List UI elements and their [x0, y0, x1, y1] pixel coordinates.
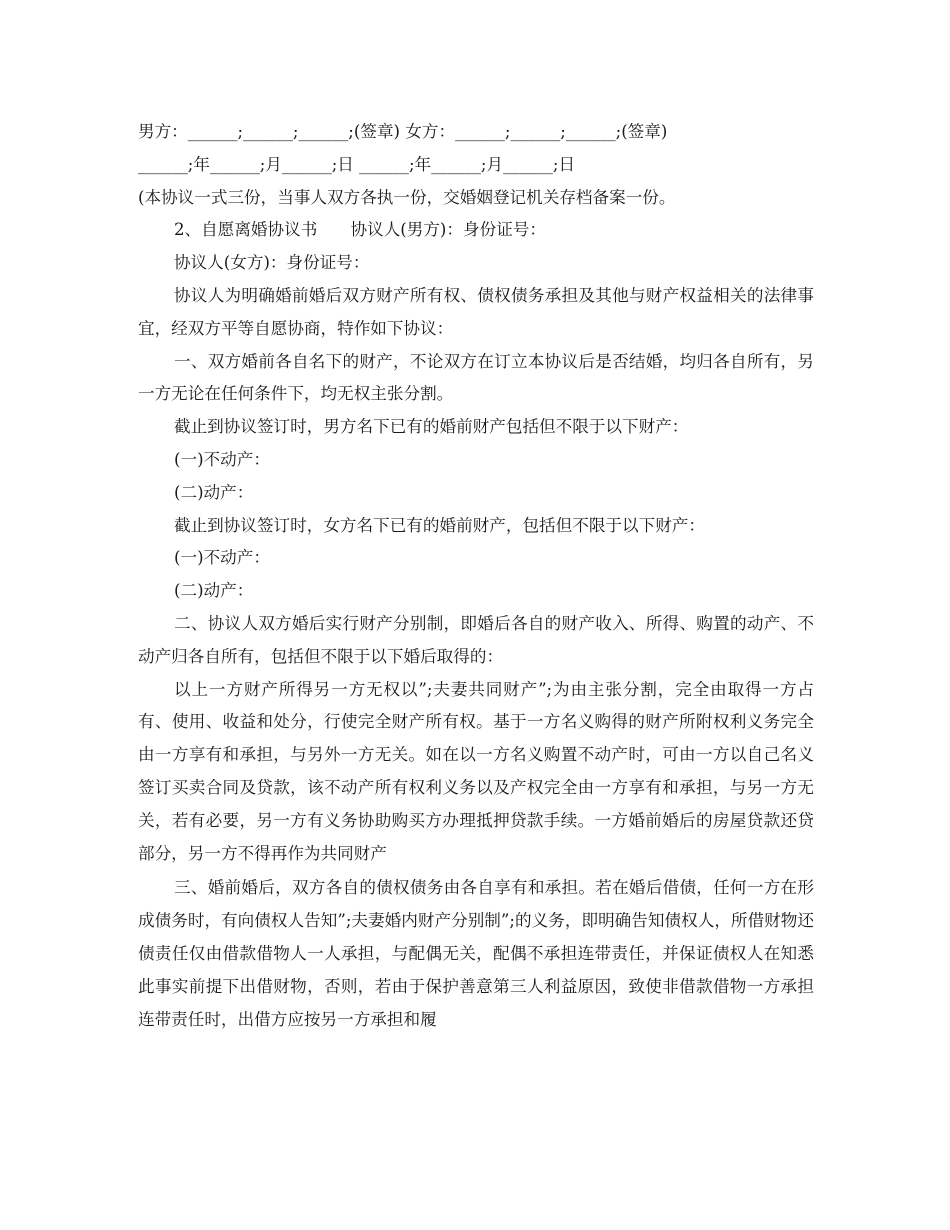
signature-date-line: ______;年______;月______;日 ______;年______;月______;日 — [138, 154, 576, 174]
clause-2-paragraph: 二、协议人双方婚后实行财产分别制，即婚后各自的财产收入、所得、购置的动产、不动产归各自所有，包括但不限于以下婚后取得的： — [138, 613, 814, 666]
signature-line-1: 男方：______;______;______;(签章) 女方：______;______;______;(签章) — [138, 122, 668, 141]
clause-3-paragraph: 三、婚前婚后，双方各自的债权债务由各自享有和承担。若在婚后借债，任何一方在形成债务时，有向债权人告知”;夫妻婚内财产分别制”;的义务，即明确告知债权人，所借财物还债责任仅由借款借物人一人承担，与配偶无关，配偶不承担连带责任，并保证债权人在知悉此事实前提下出借财物，否则，若由于保护善意第三人利益原因，致使非借款借物一方承担连带责任时，出借方应按另一方承担和履 — [138, 878, 814, 1029]
male-real-estate-item: (一)不动产： — [174, 449, 270, 469]
document-body — [138, 116, 814, 1036]
female-property-intro: 截止到协议签订时，女方名下已有的婚前财产，包括但不限于以下财产： — [174, 515, 705, 535]
male-movable-item: (二)动产： — [174, 482, 254, 502]
male-property-intro: 截止到协议签订时，男方名下已有的婚前财产包括但不限于以下财产： — [174, 417, 689, 437]
preamble-paragraph: 协议人为明确婚前婚后双方财产所有权、债权债务承担及其他与财产权益相关的法律事宜，经双方平等自愿协商，特作如下协议： — [138, 285, 814, 338]
agreement-title-line: 2、自愿离婚协议书 协议人(男方)：身份证号： — [174, 220, 546, 240]
clause-2-detail-paragraph: 以上一方财产所得另一方无权以”;夫妻共同财产”;为由主张分割，完全由取得一方占有、使用、收益和处分，行使完全财产所有权。基于一方名义购得的财产所附权利义务完全由一方享有和承担，与另外一方无关。如在以一方名义购置不动产时，可由一方以自己名义签订买卖合同及贷款，该不动产所有权利义务以及产权完全由一方享有和承担，与另一方无关，若有必要，另一方有义务协助购买方办理抵押贷款手续。一方婚前婚后的房屋贷款还贷部分，另一方不得再作为共同财产 — [138, 679, 814, 863]
female-real-estate-item: (一)不动产： — [174, 548, 270, 568]
copies-note: (本协议一式三份，当事人双方各执一份，交婚姻登记机关存档备案一份。 — [138, 187, 676, 207]
female-party-line: 协议人(女方)：身份证号： — [174, 253, 370, 273]
clause-1-paragraph: 一、双方婚前各自名下的财产，不论双方在订立本协议后是否结婚，均归各自所有，另一方无论在任何条件下，均无权主张分割。 — [138, 351, 814, 404]
female-movable-item: (二)动产： — [174, 581, 254, 601]
